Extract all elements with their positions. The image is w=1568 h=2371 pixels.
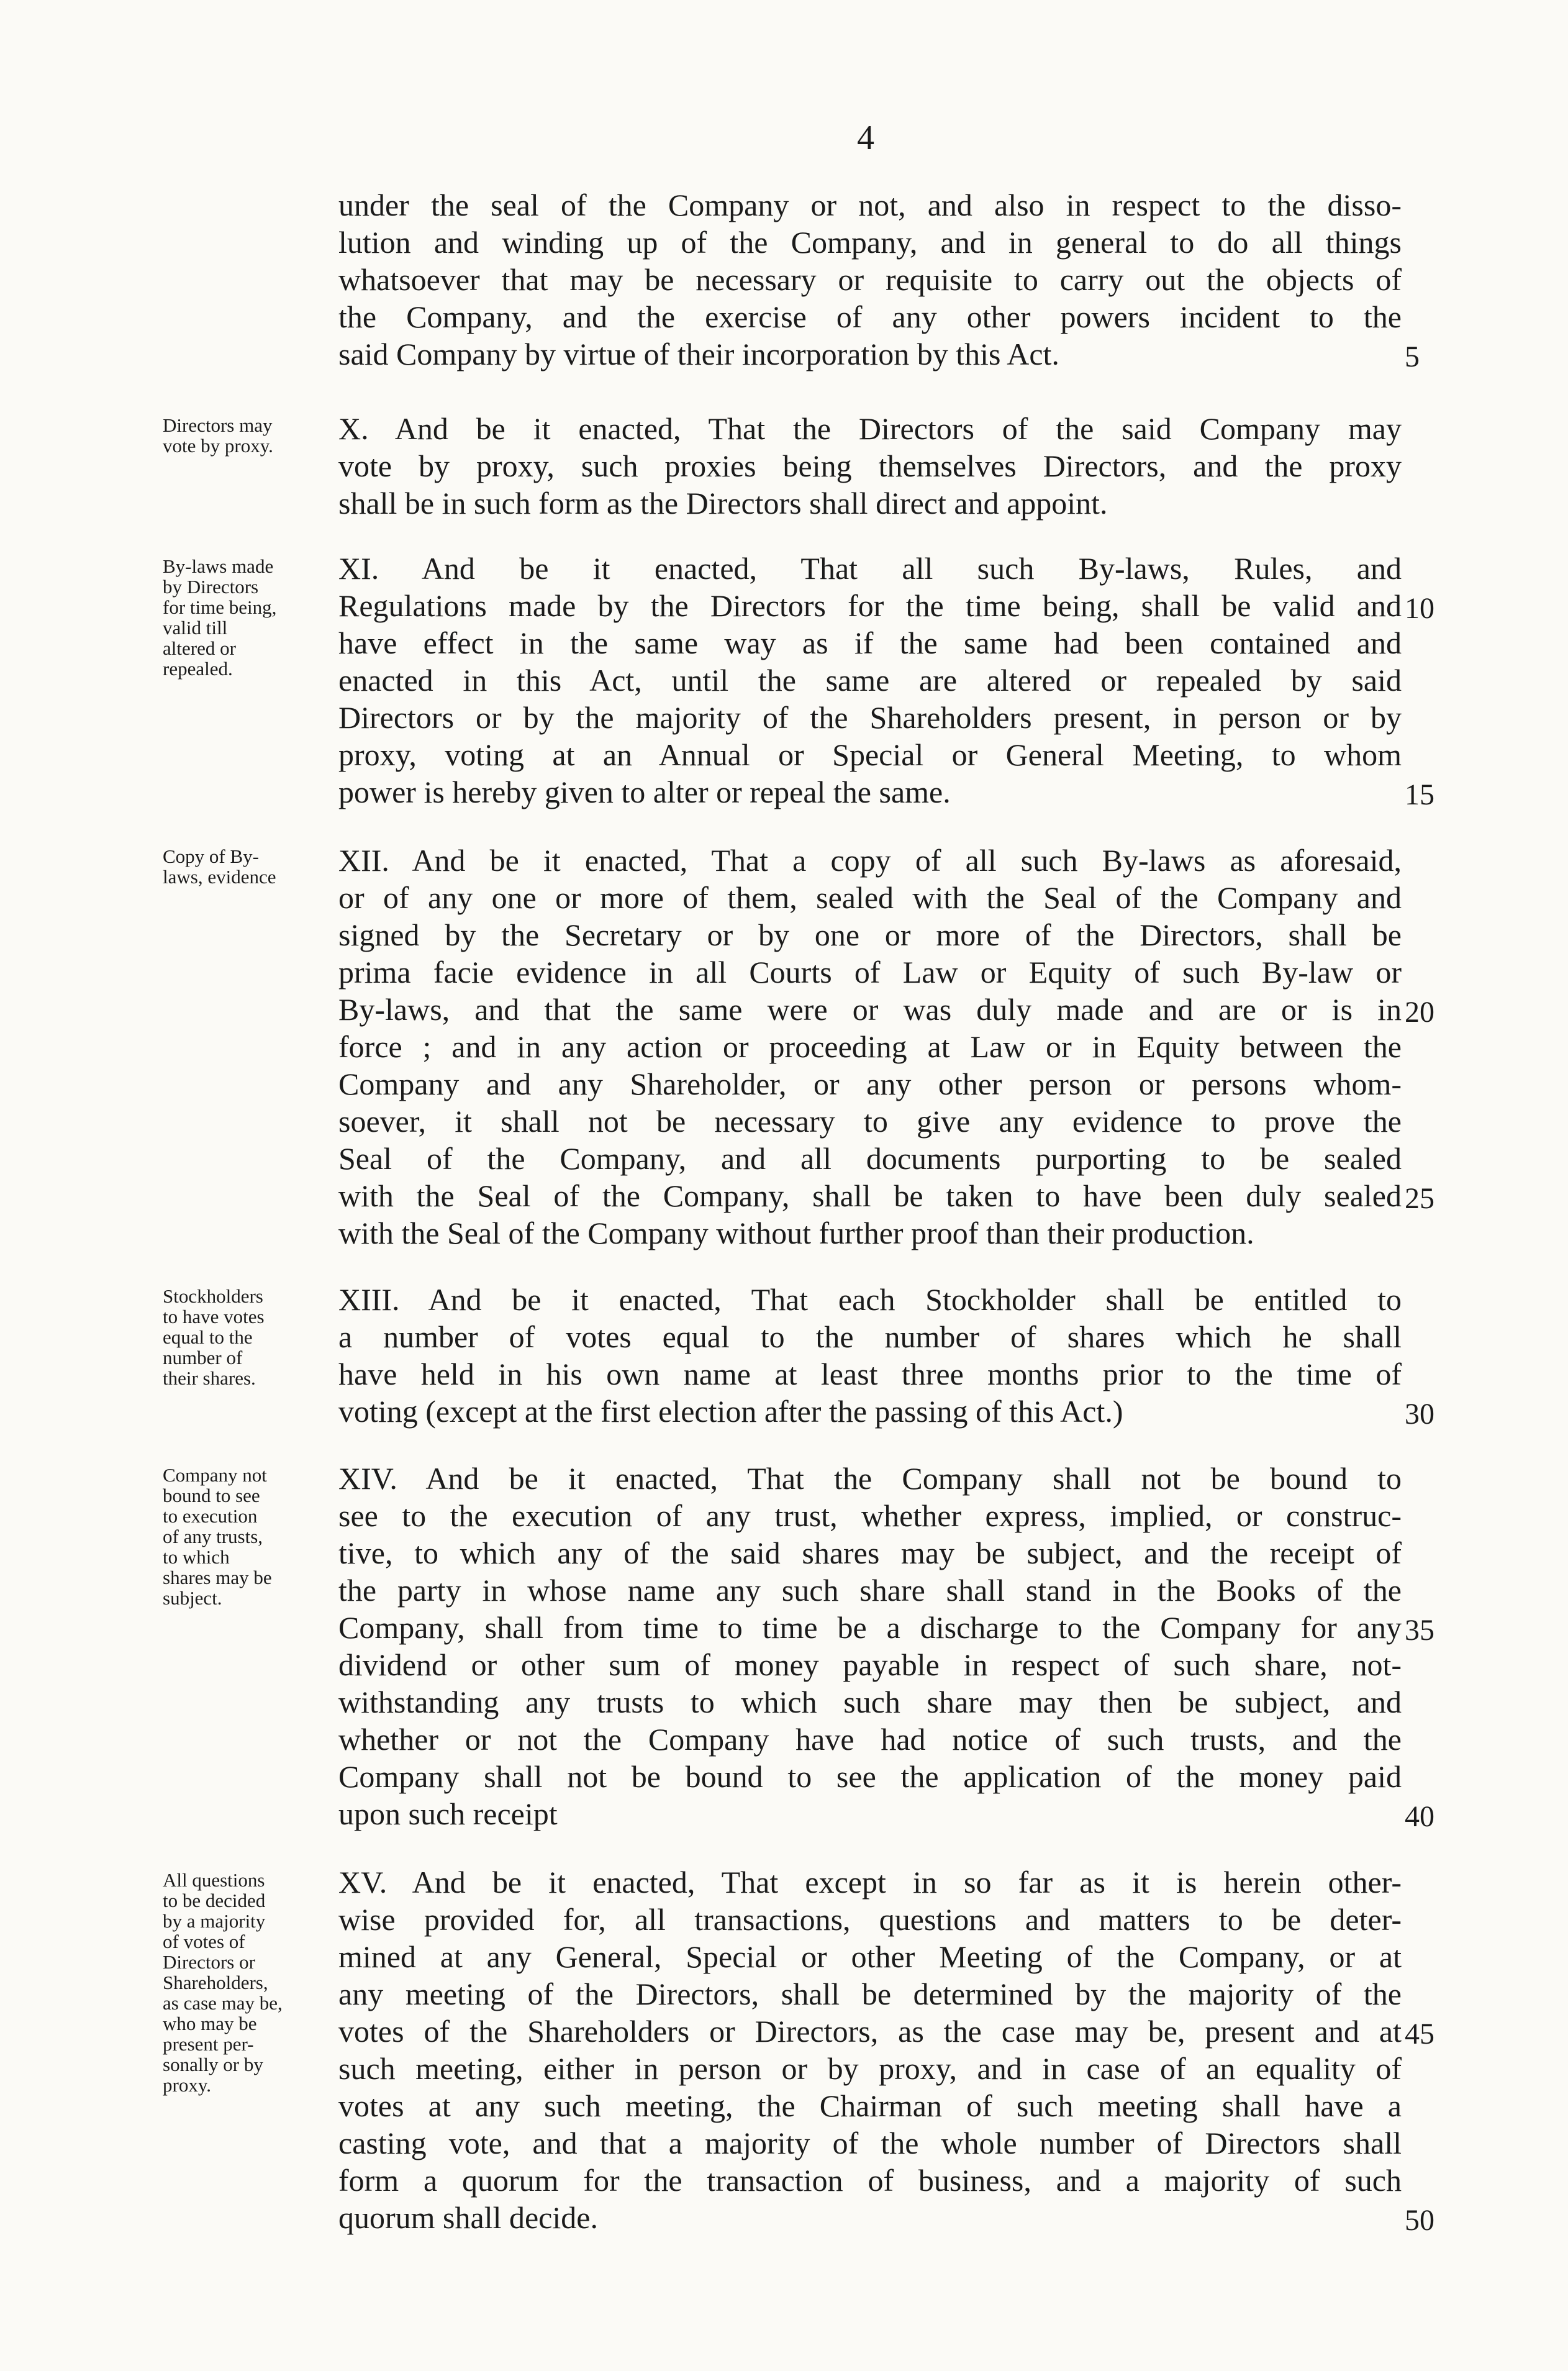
text-line: whatsoever that may be necessary or requisite to carry out the objects of [338,262,1402,297]
margin-note-line: shares may be [163,1567,272,1588]
text-line: Regulations made by the Directors for the time being, shall be valid and [338,588,1402,623]
margin-note-line: vote by proxy. [163,435,273,457]
line-number: 45 [1405,2018,1434,2050]
line-number: 40 [1405,1800,1434,1833]
text-line: said Company by virtue of their incorporation by this Act. [338,337,1059,371]
margin-note-line: Stockholders [163,1285,263,1307]
text-line: XII. And be it enacted, That a copy of all such By-laws as aforesaid, [338,843,1402,878]
margin-note-line: Directors may [163,414,273,436]
margin-note-line: valid till [163,617,228,639]
text-line: withstanding any trusts to which such share may then be subject, and [338,1685,1402,1719]
text-line: with the Seal of the Company, shall be taken to have been duly sealed [338,1178,1402,1213]
margin-note-line: Directors or [163,1951,255,1973]
text-line: under the seal of the Company or not, and also in respect to the disso- [338,188,1402,222]
text-line: Seal of the Company, and all documents purporting to be sealed [338,1141,1402,1176]
text-line: voting (except at the first election after the passing of this Act.) [338,1394,1123,1429]
margin-note [163,1870,330,2095]
margin-note [163,1286,330,1388]
line-number: 35 [1405,1614,1434,1647]
text-line: XI. And be it enacted, That all such By-laws, Rules, and [338,551,1402,586]
text-line: Company and any Shareholder, or any other person or persons whom- [338,1067,1402,1101]
text-line: By-laws, and that the same were or was duly made and are or is in [338,992,1402,1027]
line-number: 15 [1405,778,1434,811]
margin-note-line: who may be [163,2013,257,2034]
text-line: force ; and in any action or proceeding at Law or in Equity between the [338,1029,1402,1064]
margin-note-line: to be decided [163,1890,266,1911]
text-line: dividend or other sum of money payable in respect of such share, not- [338,1647,1402,1682]
margin-note-line: repealed. [163,658,233,680]
text-line: XIV. And be it enacted, That the Company shall not be bound to [338,1461,1402,1496]
margin-note [163,846,330,887]
margin-note-line: number of [163,1347,243,1368]
margin-note-line: Company not [163,1464,267,1486]
margin-note-line: sonally or by [163,2054,263,2075]
margin-note-line: to execution [163,1505,258,1527]
margin-note [163,556,330,679]
margin-note-line: proxy. [163,2074,212,2096]
text-line: whether or not the Company have had notice of such trusts, and the [338,1722,1402,1757]
text-line: have effect in the same way as if the same had been contained and [338,626,1402,660]
text-line: power is hereby given to alter or repeal the same. [338,775,951,809]
margin-note-line: All questions [163,1869,265,1891]
text-line: have held in his own name at least three months prior to the time of [338,1357,1402,1391]
text-line: enacted in this Act, until the same are altered or repealed by said [338,663,1402,698]
text-line: the Company, and the exercise of any other powers incident to the [338,299,1402,334]
margin-note-line: to have votes [163,1306,265,1327]
margin-note-line: altered or [163,637,236,659]
text-line: lution and winding up of the Company, and in general to do all things [338,225,1402,260]
margin-note-line: By-laws made [163,555,274,577]
text-line: see to the execution of any trust, whether express, implied, or construc- [338,1498,1402,1533]
text-line: votes of the Shareholders or Directors, as the case may be, present and at [338,2014,1402,2049]
margin-note-line: equal to the [163,1326,253,1348]
margin-note-line: laws, evidence [163,866,276,888]
margin-note-line: as case may be, [163,1992,283,2014]
line-number: 30 [1405,1398,1434,1431]
line-number: 10 [1405,592,1434,625]
margin-note-line: bound to see [163,1485,260,1506]
margin-note [163,1465,330,1608]
text-line: the party in whose name any such share shall stand in the Books of the [338,1573,1402,1608]
margin-note-line: by a majority [163,1910,266,1932]
text-line: votes at any such meeting, the Chairman of such meeting shall have a [338,2088,1402,2123]
line-number: 50 [1405,2204,1434,2237]
text-line: upon such receipt [338,1796,558,1831]
text-line: soever, it shall not be necessary to give any evidence to prove the [338,1104,1402,1139]
margin-note-line: for time being, [163,596,277,618]
text-line: proxy, voting at an Annual or Special or General Meeting, to whom [338,737,1402,772]
text-line: XV. And be it enacted, That except in so far as it is herein other- [338,1865,1402,1900]
margin-note-line: of any trusts, [163,1526,263,1547]
margin-note-line: by Directors [163,576,259,598]
margin-note-line: Shareholders, [163,1972,268,1993]
text-line: Directors or by the majority of the Shareholders present, in person or by [338,700,1402,735]
text-line: tive, to which any of the said shares may be subject, and the receipt of [338,1536,1402,1570]
text-line: a number of votes equal to the number of shares which he shall [338,1319,1402,1354]
text-line: or of any one or more of them, sealed with the Seal of the Company and [338,880,1402,915]
text-line: vote by proxy, such proxies being themselves Directors, and the proxy [338,448,1402,483]
text-line: quorum shall decide. [338,2200,598,2235]
margin-note-line: their shares. [163,1367,256,1389]
page-number: 4 [857,119,874,157]
line-number: 20 [1405,996,1434,1029]
margin-note-line: subject. [163,1587,222,1609]
margin-note-line: of votes of [163,1931,245,1952]
margin-note-line: present per- [163,2033,254,2055]
line-number: 5 [1405,340,1420,373]
text-line: mined at any General, Special or other Meeting of the Company, or at [338,1939,1402,1974]
text-line: such meeting, either in person or by proxy, and in case of an equality of [338,2051,1402,2086]
line-number: 25 [1405,1182,1434,1215]
text-line: casting vote, and that a majority of the whole number of Directors shall [338,2126,1402,2160]
text-line: form a quorum for the transaction of business, and a majority of such [338,2163,1402,2198]
text-line: Company, shall from time to time be a discharge to the Company for any [338,1610,1402,1645]
text-line: X. And be it enacted, That the Directors of the said Company may [338,411,1402,446]
text-line: any meeting of the Directors, shall be determined by the majority of the [338,1977,1402,2011]
text-line: XIII. And be it enacted, That each Stockholder shall be entitled to [338,1282,1402,1317]
text-line: wise provided for, all transactions, questions and matters to be deter- [338,1902,1402,1937]
margin-note-line: to which [163,1546,230,1568]
text-line: signed by the Secretary or by one or more of the Directors, shall be [338,917,1402,952]
text-line: with the Seal of the Company without further proof than their production. [338,1216,1254,1250]
text-line: Company shall not be bound to see the application of the money paid [338,1759,1402,1794]
text-line: shall be in such form as the Directors shall direct and appoint. [338,486,1108,521]
text-line: prima facie evidence in all Courts of Law or Equity of such By-law or [338,955,1402,990]
margin-note [163,415,330,456]
margin-note-line: Copy of By- [163,845,259,867]
